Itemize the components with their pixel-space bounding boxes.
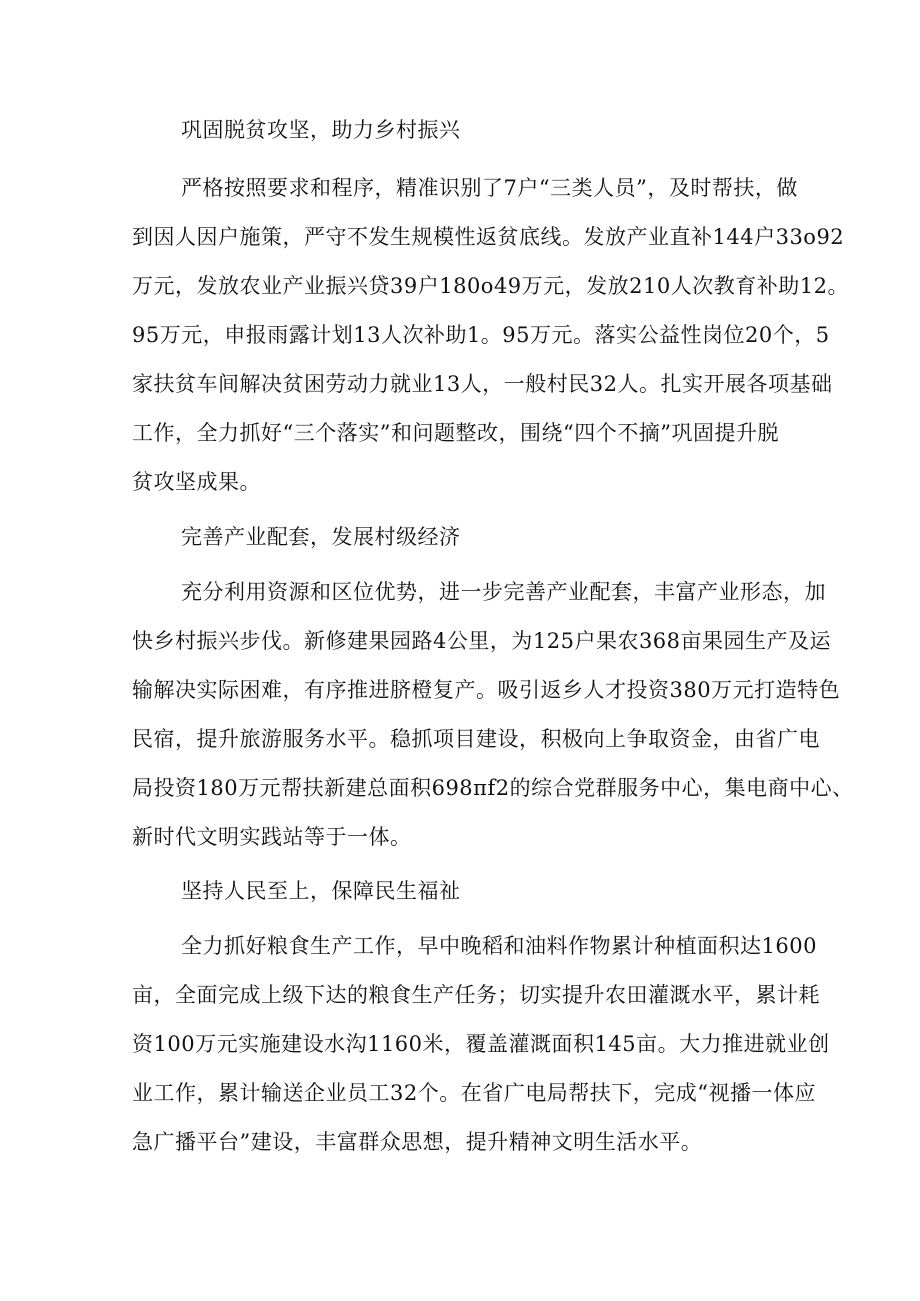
paragraph-line: 局投资180万元帮扶新建总面积698πf2的综合党群服务中心，集电商中心、	[132, 776, 854, 800]
paragraph-line: 贫攻坚成果。	[132, 470, 261, 494]
paragraph-line: 输解决实际困难，有序推进脐橙复产。吸引返乡人才投资380万元打造特色	[132, 678, 841, 702]
paragraph-line: 亩，全面完成上级下达的粮食生产任务；切实提升农田灌溉水平，累计耗	[132, 983, 820, 1007]
paragraph-line: 家扶贫车间解决贫困劳动力就业13人，一般村民32人。扎实开展各项基础	[132, 372, 833, 396]
section-heading: 坚持人民至上，保障民生福祉	[181, 879, 461, 903]
paragraph-line: 工作，全力抓好“三个落实”和问题整改，围绕“四个不摘”巩固提升脱	[132, 421, 779, 445]
paragraph-line: 全力抓好粮食生产工作，早中晚稻和油料作物累计种植面积达1600	[181, 934, 817, 958]
paragraph-line: 充分利用资源和区位优势，进一步完善产业配套，丰富产业形态，加	[181, 580, 826, 604]
paragraph-line: 快乡村振兴步伐。新修建果园路4公里，为125户果农368亩果园生产及运	[132, 629, 832, 653]
paragraph-line: 民宿，提升旅游服务水平。稳抓项目建设，积极向上争取资金，由省广电	[132, 727, 820, 751]
paragraph-line: 到因人因户施策，严守不发生规模性返贫底线。发放产业直补144户33o92	[132, 225, 845, 249]
paragraph-line: 业工作，累计输送企业员工32个。在省广电局帮扶下，完成“视播一体应	[132, 1081, 816, 1105]
paragraph-line: 新时代文明实践站等于一体。	[132, 825, 412, 849]
paragraph-line: 万元，发放农业产业振兴贷39户180o49万元，发放210人次教育补助12。	[132, 274, 849, 298]
paragraph-line: 资100万元实施建设水沟1160米，覆盖灌溉面积145亩。大力推进就业创	[132, 1032, 830, 1056]
paragraph-line: 严格按照要求和程序，精准识别了7户“三类人员”，及时帮扶，做	[181, 176, 798, 200]
section-heading: 巩固脱贫攻坚，助力乡村振兴	[181, 118, 461, 142]
section-heading: 完善产业配套，发展村级经济	[181, 525, 461, 549]
paragraph-line: 95万元，申报雨露计划13人次补助1。95万元。落实公益性岗位20个，5	[132, 323, 830, 347]
paragraph-line: 急广播平台”建设，丰富群众思想，提升精神文明生活水平。	[132, 1130, 703, 1154]
